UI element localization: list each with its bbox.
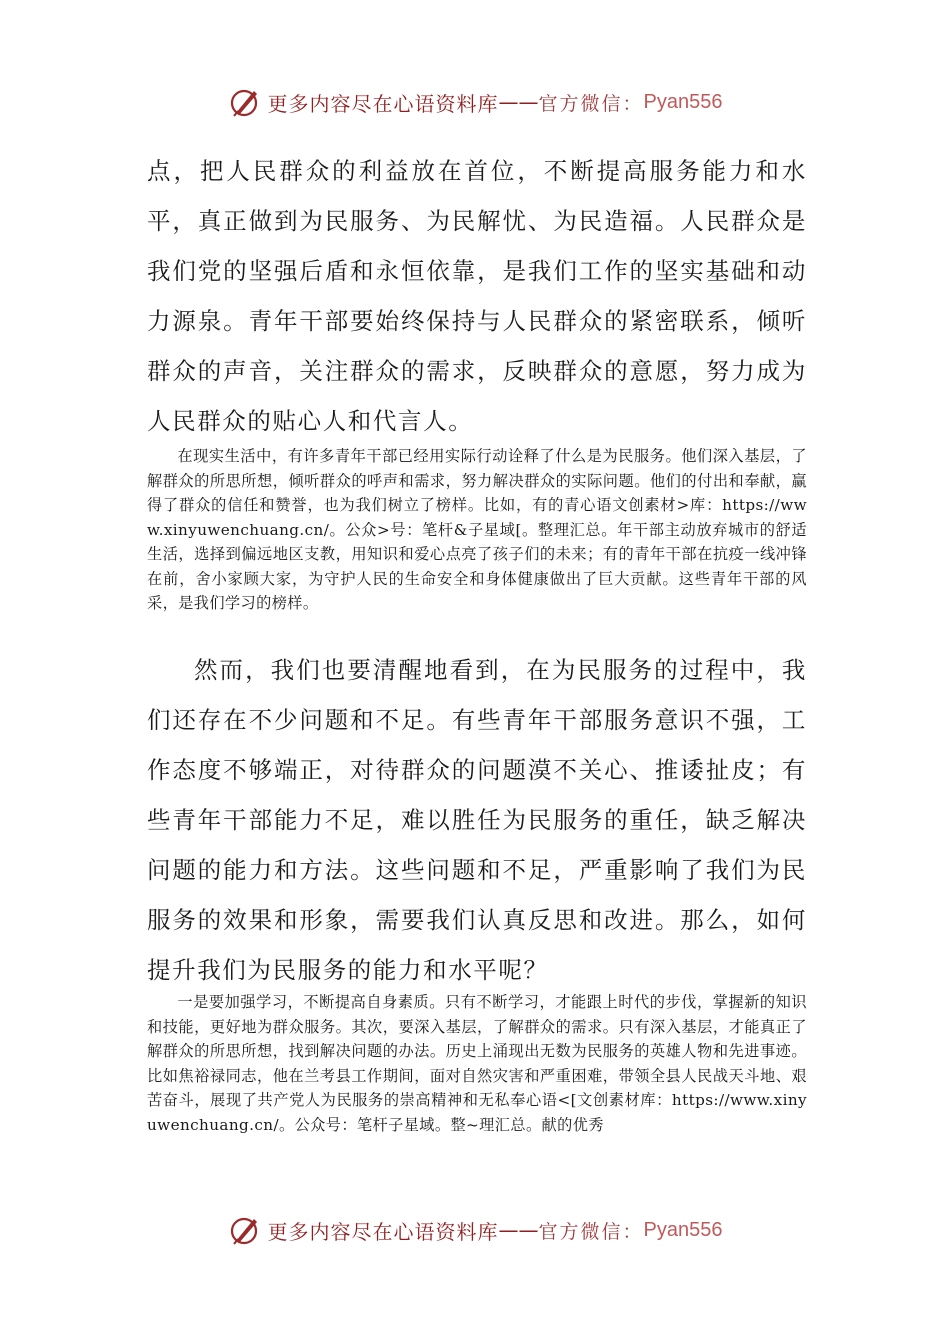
header-banner	[0, 82, 950, 122]
banner-wechat-label: 官方微信：	[538, 1220, 644, 1243]
quill-logo-icon	[228, 85, 262, 119]
paragraph-4: 一是要加强学习，不断提高自身素质。只有不断学习，才能跟上时代的步伐，掌握新的知识和技能，更好地为群众服务。其次，要深入基层，了解群众的需求。只有深入基层，才能真正了解群众的所思所想，找到解决问题的办法。历史上涌现出无数为民服务的英雄人物和先进事迹。比如焦裕禄同志，他在兰考县工作期间，面对自然灾害和严重困难，带领全县人民战天斗地、艰苦奋斗，展现了共产党人为民服务的崇高精神和无私奉心语<[文创素材库：https://www.xinyuwenchuang.cn/。公众号：笔杆子星域。整~理汇总。献的优秀	[147, 993, 807, 1134]
paragraph-2: 在现实生活中，有许多青年干部已经用实际行动诠释了什么是为民服务。他们深入基层，了解群众的所思所想，倾听群众的呼声和需求，努力解决群众的实际问题。他们的付出和奉献，赢得了群众的信任和赞誉，也为我们树立了榜样。比如，有的青心语文创素材>库：https://www.xinyuwenchuang.cn/。公众>号：笔杆&子星域[。整理汇总。年干部主动放弃城市的舒适生活，选择到偏远地区支教，用知识和爱心点亮了孩子们的未来；有的青年干部在抗疫一线冲锋在前，舍小家顾大家，为守护人民的生命安全和身体健康做出了巨大贡献。这些青年干部的风采，是我们学习的榜样。	[147, 447, 807, 612]
paragraph-3: 然而，我们也要清醒地看到，在为民服务的过程中，我们还存在不少问题和不足。有些青年干部服务意识不强，工作态度不够端正，对待群众的问题漠不关心、推诿扯皮；有些青年干部能力不足，难以胜任为民服务的重任，缺乏解决问题的能力和方法。这些问题和不足，严重影响了我们为民服务的效果和形象，需要我们认真反思和改进。那么，如何提升我们为民服务的能力和水平呢？	[147, 656, 807, 984]
banner-wechat-id: Pyan556	[643, 90, 723, 113]
banner-wechat-id: Pyan556	[643, 1218, 723, 1241]
banner-dash: ——	[498, 90, 539, 114]
banner-wechat-label: 官方微信：	[538, 92, 644, 115]
banner-brand: 更多内容尽在心语资料库	[267, 1219, 499, 1244]
quill-logo-icon	[228, 1213, 262, 1247]
footer-banner	[0, 1210, 950, 1250]
banner-brand: 更多内容尽在心语资料库	[267, 91, 499, 116]
banner-dash: ——	[498, 1218, 539, 1242]
paragraph-1: 点，把人民群众的利益放在首位，不断提高服务能力和水平，真正做到为民服务、为民解忧、为民造福。人民群众是我们党的坚强后盾和永恒依靠，是我们工作的坚实基础和动力源泉。青年干部要始终保持与人民群众的紧密联系，倾听群众的声音，关注群众的需求，反映群众的意愿，努力成为人民群众的贴心人和代言人。	[147, 157, 807, 435]
